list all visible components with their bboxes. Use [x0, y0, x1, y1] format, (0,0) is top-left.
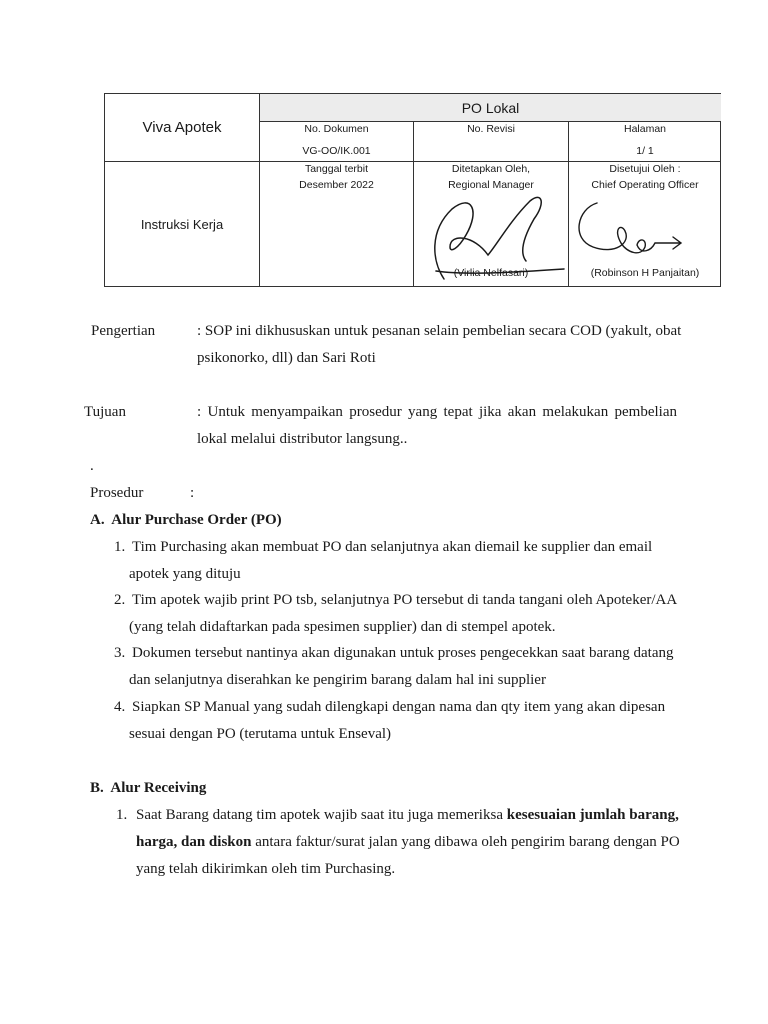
label-page: Halaman	[623, 123, 667, 135]
a4-num: 4.	[114, 699, 126, 715]
b1-num: 1.	[116, 807, 128, 823]
a1-line2: apotek yang dituju	[129, 566, 241, 582]
a2-line2: (yang telah didaftarkan pada spesimen supplier) dan di stempel apotek.	[129, 619, 556, 635]
company-name: Viva Apotek	[142, 119, 222, 136]
a3-line1: Dokumen tersebut nantinya akan digunakan untuk proses pengecekkan saat barang datang	[132, 645, 674, 661]
approver1-label: Ditetapkan Oleh,	[451, 163, 531, 175]
prosedur-label: Prosedur	[90, 485, 144, 501]
document-title: PO Lokal	[461, 99, 520, 116]
pengertian-line1: : SOP ini dikhususkan untuk pesanan selain pembelian secara COD (yakult, obat	[197, 323, 682, 339]
doc-no-value: VG-OO/IK.001	[302, 145, 371, 157]
a1-num: 1.	[114, 539, 126, 555]
issue-date-label: Tanggal terbit	[304, 163, 369, 175]
label-revision: No. Revisi	[467, 123, 515, 135]
approver2-name: (Robinson H Panjaitan)	[590, 267, 700, 279]
a1-line1: Tim Purchasing akan membuat PO dan selanjutnya akan diemail ke supplier dan email	[132, 539, 653, 555]
approver1-role: Regional Manager	[448, 179, 534, 191]
stray-dot: .	[90, 458, 94, 474]
page-value: 1/ 1	[636, 145, 654, 157]
b1-line2: harga, dan diskon antara faktur/surat jalan yang dibawa oleh pengirim barang dengan PO	[136, 834, 680, 850]
a2-line1: Tim apotek wajib print PO tsb, selanjutnya PO tersebut di tanda tangani oleh Apoteker/AA	[132, 592, 678, 608]
a2-num: 2.	[114, 592, 126, 608]
approver2-role: Chief Operating Officer	[591, 179, 699, 191]
section-a-heading: A. Alur Purchase Order (PO)	[90, 512, 282, 528]
prosedur-colon: :	[190, 485, 195, 501]
signature-coo	[569, 189, 721, 267]
tujuan-label: Tujuan	[84, 404, 126, 420]
pengertian-line2: psikonorko, dll) dan Sari Roti	[197, 350, 376, 366]
doc-type: Instruksi Kerja	[140, 216, 224, 232]
a4-line2: sesuai dengan PO (terutama untuk Enseval)	[129, 726, 392, 742]
approver2-label: Disetujui Oleh :	[609, 163, 681, 175]
issue-date-value: Desember 2022	[299, 179, 374, 191]
tujuan-line2: lokal melalui distributor langsung..	[197, 431, 408, 447]
b1-line3: yang telah dikirimkan oleh tim Purchasing.	[136, 861, 396, 877]
label-doc-no: No. Dokumen	[304, 123, 369, 135]
section-b-heading: B. Alur Receiving	[90, 780, 207, 796]
b1-line1: Saat Barang datang tim apotek wajib saat itu juga memeriksa kesesuaian jumlah barang,	[136, 807, 679, 823]
signature-regional-manager	[414, 189, 568, 281]
a4-line1: Siapkan SP Manual yang sudah dilengkapi dengan nama dan qty item yang akan dipesan	[132, 699, 666, 715]
document-header-table	[104, 93, 721, 287]
approver1-name: (Virlia Nelfasari)	[453, 267, 529, 279]
pengertian-label: Pengertian	[91, 323, 156, 339]
a3-line2: dan selanjutnya diserahkan ke pengirim barang dalam hal ini supplier	[129, 672, 546, 688]
a3-num: 3.	[114, 645, 126, 661]
tujuan-line1: : Untuk menyampaikan prosedur yang tepat jika akan melakukan pembelian	[197, 404, 677, 420]
